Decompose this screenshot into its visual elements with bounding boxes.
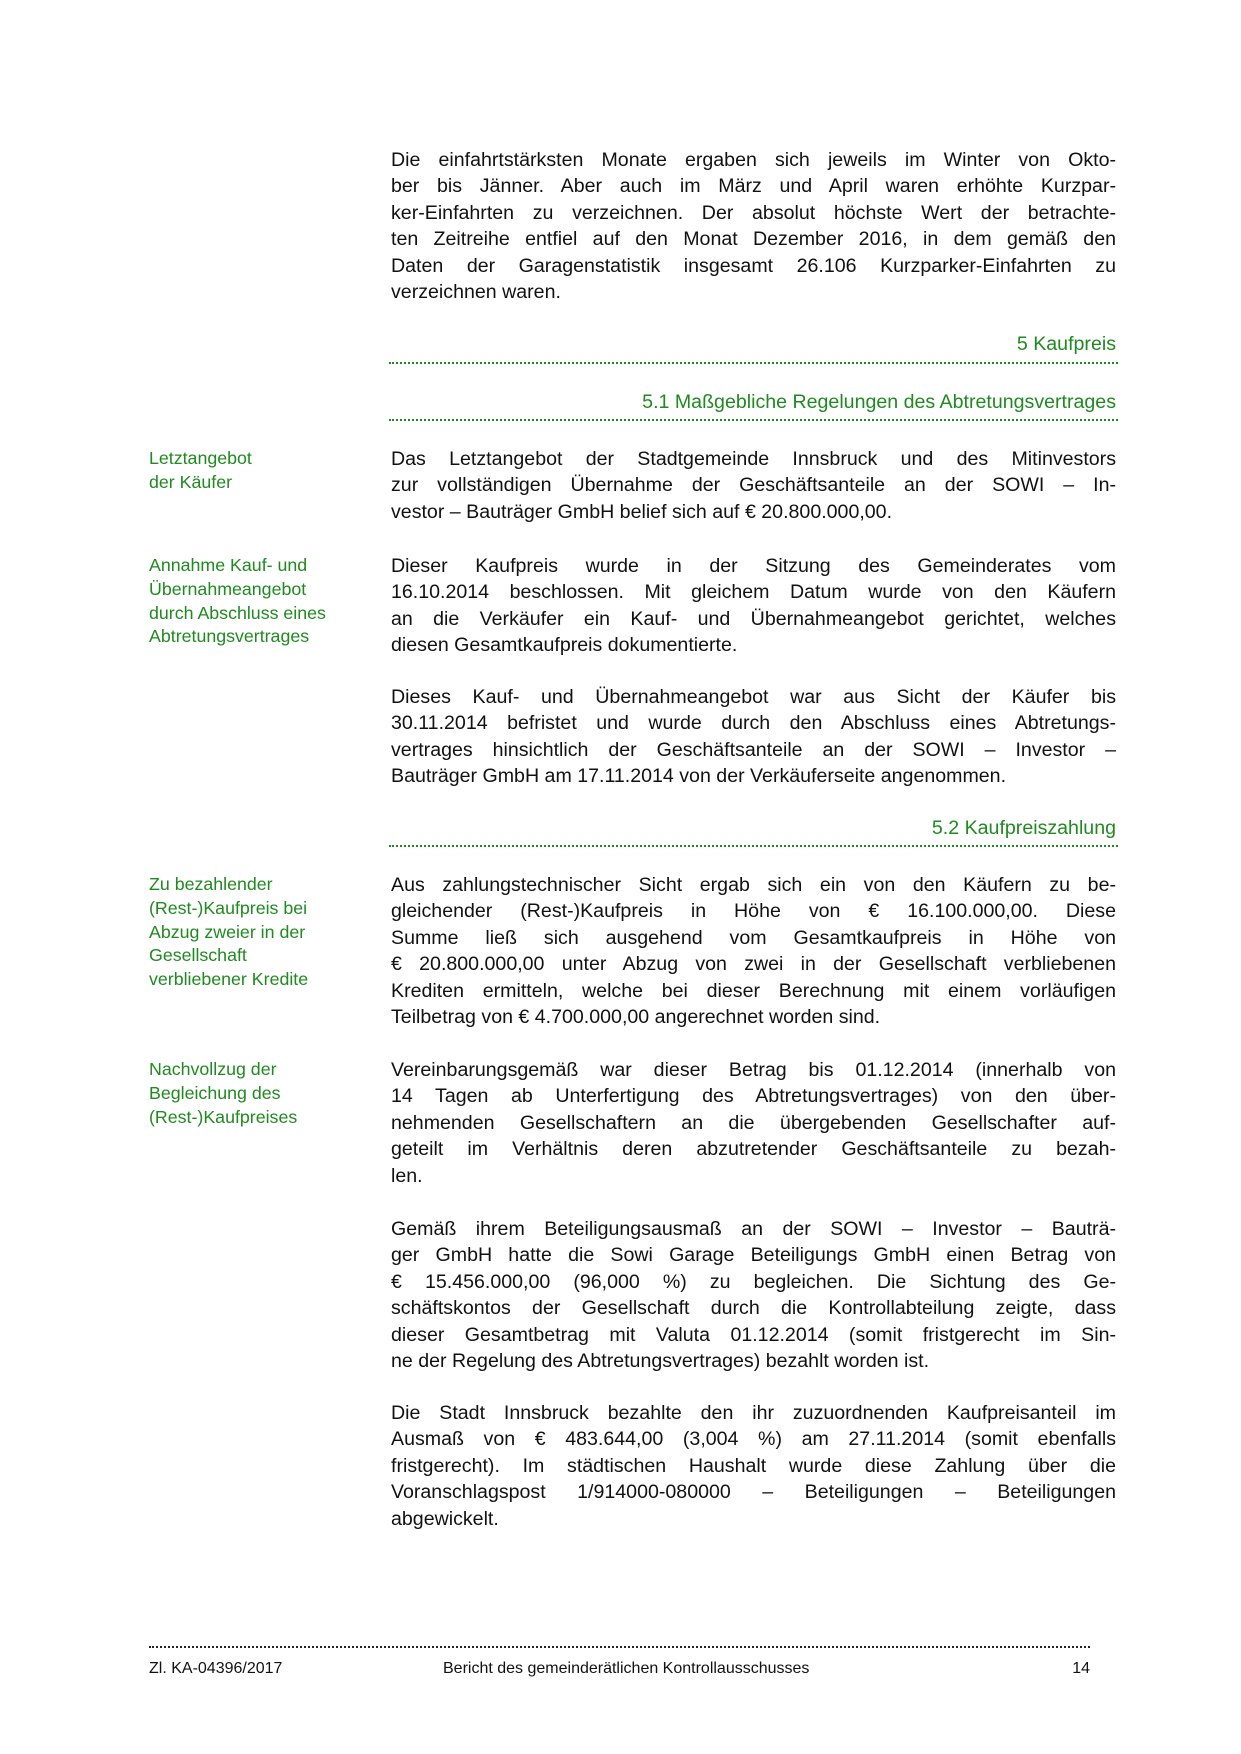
text-line: Übernahmeangebot <box>149 578 307 599</box>
footer-title: Bericht des gemeinderätlichen Kontrollausschusses <box>443 1660 810 1677</box>
text-line: nehmenden Gesellschaftern an die übergebenden Gesellschafter auf- <box>391 1111 1116 1134</box>
paragraph-restkaufpreis <box>391 872 1116 1030</box>
text-line: durch Abschluss eines <box>149 602 326 623</box>
text-line: diesen Gesamtkaufpreis dokumentierte. <box>391 634 738 657</box>
text-line: Ausmaß von € 483.644,00 (3,004 %) am 27.11.2014 (somit ebenfalls <box>391 1428 1116 1451</box>
section-divider <box>389 845 1118 847</box>
text-line: Die einfahrtstärksten Monate ergaben sich jeweils im Winter von Okto- <box>391 149 1116 171</box>
text-line: Begleichung des <box>149 1082 281 1103</box>
margin-note-annahme <box>149 554 379 649</box>
section-heading-5-1: 5.1 Maßgebliche Regelungen des Abtretungsvertrages <box>642 391 1116 413</box>
paragraph-intro <box>391 147 1116 305</box>
text-line: 14 Tagen ab Unterfertigung des Abtretungsvertrages) von den über- <box>391 1085 1116 1108</box>
text-line: Nachvollzug der <box>149 1059 277 1079</box>
text-line: Abzug zweier in der <box>149 921 306 942</box>
text-line: vertrages hinsichtlich der Geschäftsanteile an der SOWI – Investor – <box>391 738 1116 761</box>
text-line: ger GmbH hatte die Sowi Garage Beteiligungs GmbH einen Betrag von <box>391 1244 1116 1267</box>
text-line: Letztangebot <box>149 448 252 468</box>
paragraph-beteiligung <box>391 1216 1116 1374</box>
text-line: Das Letztangebot der Stadtgemeinde Innsbruck und des Mitinvestors <box>391 448 1116 470</box>
text-line: an die Verkäufer ein Kauf- und Übernahmeangebot gerichtet, welches <box>391 607 1116 630</box>
section-heading-5: 5 Kaufpreis <box>1016 333 1116 355</box>
text-line: Gesellschaft <box>149 945 247 966</box>
footer-divider <box>149 1646 1090 1648</box>
paragraph-stadt-innsbruck <box>391 1400 1116 1532</box>
text-line: Aus zahlungstechnischer Sicht ergab sich ein von den Käufern zu be- <box>391 874 1116 896</box>
text-line: Teilbetrag von € 4.700.000,00 angerechnet worden sind. <box>391 1005 881 1028</box>
text-line: Krediten ermitteln, welche bei dieser Berechnung mit einem vorläufigen <box>391 979 1116 1002</box>
margin-note-letztangebot <box>149 447 379 495</box>
text-line: Dieses Kauf- und Übernahmeangebot war aus Sicht der Käufer bis <box>391 686 1116 708</box>
text-line: Gemäß ihrem Beteiligungsausmaß an der SOWI – Investor – Bauträ- <box>391 1218 1116 1240</box>
text-line: ker-Einfahrten zu verzeichnen. Der absolut höchste Wert der betrachte- <box>391 201 1116 224</box>
section-heading-5-2: 5.2 Kaufpreiszahlung <box>931 817 1116 839</box>
margin-note-restkaufpreis <box>149 873 379 992</box>
text-line: (Rest-)Kaufpreis bei <box>149 897 308 918</box>
section-divider <box>389 362 1118 364</box>
text-line: Dieser Kaufpreis wurde in der Sitzung des Gemeinderates vom <box>391 555 1116 577</box>
text-line: 16.10.2014 beschlossen. Mit gleichem Datum wurde von den Käufern <box>391 581 1116 604</box>
text-line: Summe ließ sich ausgehend vom Gesamtkaufpreis in Höhe von <box>391 926 1116 949</box>
text-line: len. <box>391 1164 423 1187</box>
text-line: abgewickelt. <box>391 1507 499 1530</box>
text-line: ten Zeitreihe entfiel auf den Monat Dezember 2016, in dem gemäß den <box>391 228 1116 251</box>
text-line: Zu bezahlender <box>149 874 273 894</box>
text-line: Abtretungsvertrages <box>149 626 310 647</box>
text-line: Voranschlagspost 1/914000-080000 – Beteiligungen – Beteiligungen <box>391 1481 1116 1504</box>
text-line: ber bis Jänner. Aber auch im März und April waren erhöhte Kurzpar- <box>391 175 1116 198</box>
text-line: Annahme Kauf- und <box>149 555 308 575</box>
text-line: geteilt im Verhältnis deren abzutretender Geschäftsanteile zu bezah- <box>391 1138 1116 1161</box>
text-line: 30.11.2014 befristet und wurde durch den Abschluss eines Abtretungs- <box>391 712 1116 735</box>
text-line: vestor – Bauträger GmbH belief sich auf € 20.800.000,00. <box>391 500 893 523</box>
footer-reference: Zl. KA-04396/2017 <box>149 1660 283 1677</box>
text-line: Daten der Garagenstatistik insgesamt 26.106 Kurzparker-Einfahrten zu <box>391 254 1116 277</box>
text-line: gleichender (Rest-)Kaufpreis in Höhe von € 16.100.000,00. Diese <box>391 900 1116 923</box>
text-line: (Rest-)Kaufpreises <box>149 1106 298 1127</box>
text-line: schäftskontos der Gesellschaft durch die Kontrollabteilung zeigte, dass <box>391 1297 1116 1320</box>
text-line: Vereinbarungsgemäß war dieser Betrag bis 01.12.2014 (innerhalb von <box>391 1059 1116 1081</box>
text-line: zur vollständigen Übernahme der Geschäftsanteile an der SOWI – In- <box>391 474 1116 497</box>
paragraph-letztangebot <box>391 446 1116 525</box>
text-line: ne der Regelung des Abtretungsvertrages) bezahlt worden ist. <box>391 1349 930 1372</box>
paragraph-vereinbarung <box>391 1057 1116 1189</box>
text-line: dieser Gesamtbetrag mit Valuta 01.12.2014 (somit fristgerecht im Sin- <box>391 1323 1116 1346</box>
text-line: € 20.800.000,00 unter Abzug von zwei in der Gesellschaft verbliebenen <box>391 953 1116 976</box>
text-line: der Käufer <box>149 471 233 492</box>
section-divider <box>389 419 1118 421</box>
text-line: Bauträger GmbH am 17.11.2014 von der Verkäuferseite angenommen. <box>391 765 1007 788</box>
text-line: € 15.456.000,00 (96,000 %) zu begleichen. Die Sichtung des Ge- <box>391 1270 1116 1293</box>
text-line: fristgerecht). Im städtischen Haushalt wurde diese Zahlung über die <box>391 1454 1116 1477</box>
paragraph-angebot-befristet <box>391 684 1116 790</box>
paragraph-kaufpreis-beschluss <box>391 553 1116 659</box>
text-line: Die Stadt Innsbruck bezahlte den ihr zuzuordnenden Kaufpreisanteil im <box>391 1402 1116 1424</box>
page-number: 14 <box>1072 1660 1090 1677</box>
text-line: verzeichnen waren. <box>391 280 561 303</box>
text-line: verbliebener Kredite <box>149 969 309 990</box>
margin-note-nachvollzug <box>149 1058 379 1129</box>
